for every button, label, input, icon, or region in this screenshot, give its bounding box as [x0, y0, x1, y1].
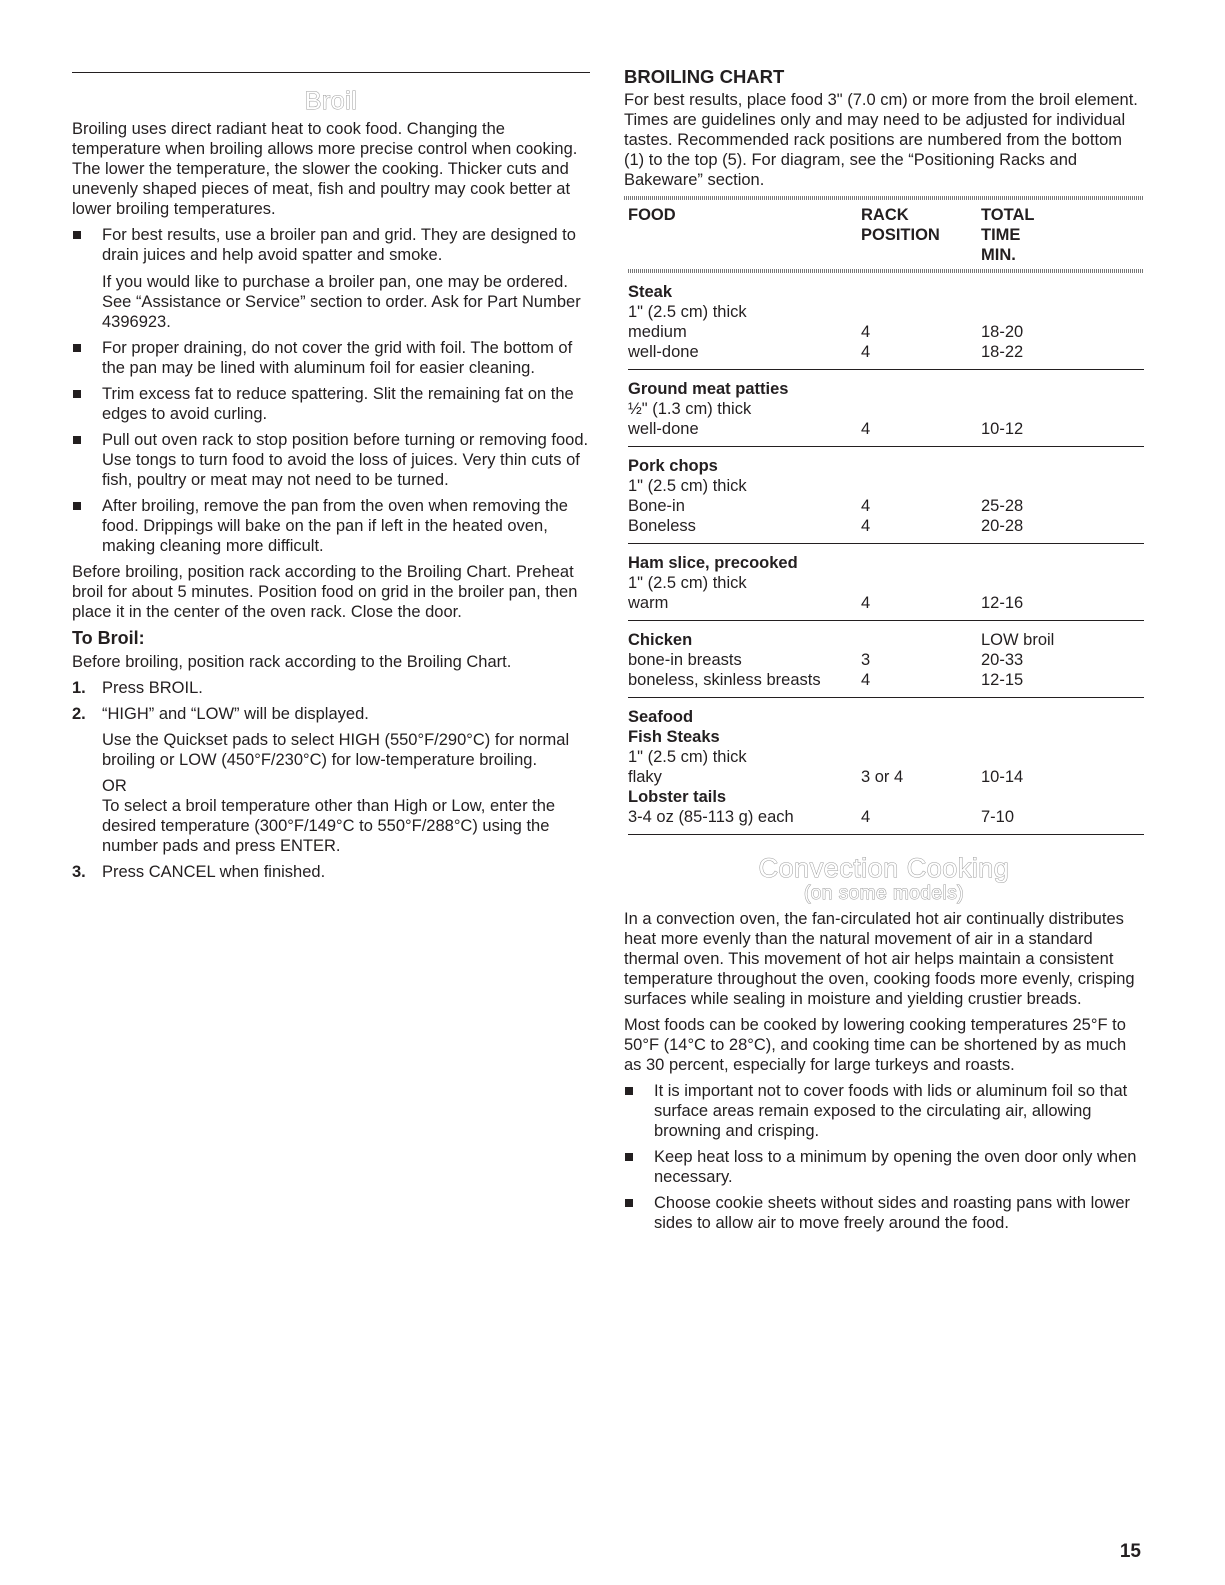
cell-time: 20-28	[981, 516, 1144, 544]
cell-food: 1" (2.5 cm) thick	[628, 574, 747, 592]
cell-time: 12-15	[981, 670, 1144, 698]
cell-time	[981, 573, 1144, 593]
table-row	[628, 322, 1144, 342]
cell-rack	[861, 621, 981, 651]
convection-bullets	[624, 1081, 1144, 1233]
cell-rack: 3	[861, 651, 871, 669]
cell-food: Fish Steaks	[628, 728, 720, 746]
table-row	[628, 670, 1144, 698]
square-bullet-icon	[73, 436, 81, 444]
table-row	[628, 419, 1144, 447]
header-food: FOOD	[628, 206, 676, 224]
to-broil-intro: Before broiling, position rack according to the Broiling Chart.	[72, 653, 512, 671]
cell-time	[981, 370, 1144, 400]
table-row	[628, 767, 1144, 787]
chart-group	[628, 698, 1144, 835]
list-item: After broiling, remove the pan from the oven when removing the food. Drippings will bake on the pan if left in the heated oven, making cleaning more difficult.	[72, 496, 590, 556]
cell-time: LOW broil	[981, 631, 1055, 649]
cell-time	[981, 698, 1144, 728]
chart-group	[628, 370, 1144, 447]
cell-food: well-done	[628, 419, 861, 447]
cell-food: Boneless	[628, 516, 861, 544]
chart-intro: For best results, place food 3" (7.0 cm) or more from the broil element. Times are guidelines only and may need to be adjusted for individual tastes. Recommended rack positions are numbered from the bottom (1) to the top (5). For diagram, see the “Positioning Racks and Bakeware” section.	[624, 91, 1138, 189]
broil-section	[72, 72, 590, 888]
broil-steps	[72, 678, 590, 882]
broiling-chart-table	[628, 200, 1144, 835]
cell-time	[981, 447, 1144, 477]
list-item: For proper draining, do not cover the grid with foil. The bottom of the pan may be lined with aluminum foil for easier cleaning.	[72, 338, 590, 378]
broil-title: Broil	[304, 87, 358, 115]
cell-time: 20-33	[981, 651, 1024, 669]
cell-rack: 4	[861, 670, 981, 698]
cell-rack: 4	[861, 419, 981, 447]
table-row	[628, 544, 1144, 574]
cell-food: boneless, skinless breasts	[628, 670, 861, 698]
table-row	[628, 787, 1144, 807]
list-item: Choose cookie sheets without sides and roasting pans with lower sides to allow air to move freely around the food.	[624, 1193, 1144, 1233]
square-bullet-icon	[625, 1087, 633, 1095]
square-bullet-icon	[73, 502, 81, 510]
cell-rack	[861, 787, 981, 807]
cell-time	[981, 302, 1144, 322]
header-time: TOTAL TIME MIN.	[981, 206, 1035, 264]
cell-food: ½" (1.3 cm) thick	[628, 400, 752, 418]
square-bullet-icon	[73, 344, 81, 352]
cell-time	[981, 476, 1144, 496]
cell-food: Ground meat patties	[628, 380, 789, 398]
cell-rack	[861, 447, 981, 477]
cell-rack	[861, 727, 981, 747]
cell-rack	[861, 573, 981, 593]
list-item: Keep heat loss to a minimum by opening the oven door only when necessary.	[624, 1147, 1144, 1187]
cell-food: flaky	[628, 768, 662, 786]
cell-rack	[861, 544, 981, 574]
step-2: 2. “HIGH” and “LOW” will be displayed. Use the Quickset pads to select HIGH (550°F/290°C) for normal broiling or LOW (450°F/230°C) for low-temperature broiling. OR To select a broil temperature other than High or Low, enter the desired temperature (300°F/149°C to 550°F/288°C) using the number pads and press ENTER.	[72, 705, 570, 855]
list-item: Pull out oven rack to stop position before turning or removing food. Use tongs to turn food to avoid the loss of juices. Very thin cuts of fish, poultry or meat may not need to be turned.	[72, 430, 590, 490]
cell-time: 25-28	[981, 497, 1024, 515]
cell-rack: 4	[861, 497, 871, 515]
top-rule	[72, 72, 590, 73]
cell-food: Lobster tails	[628, 788, 727, 806]
list-item: For best results, use a broiler pan and grid. They are designed to drain juices and help avoid spatter and smoke. If you would like to purchase a broiler pan, one may be ordered. See “Assistance or Service” section to order. Ask for Part Number 4396923.	[72, 225, 590, 332]
table-row	[628, 476, 1144, 496]
cell-food: 3-4 oz (85-113 g) each	[628, 807, 861, 835]
page-number: 15	[1119, 1541, 1141, 1562]
cell-time	[981, 544, 1144, 574]
to-broil-heading: To Broil:	[72, 628, 145, 648]
list-item: It is important not to cover foods with lids or aluminum foil so that surface areas remain exposed to the circulating air, allowing browning and crisping.	[624, 1081, 1144, 1141]
table-row	[628, 621, 1144, 651]
table-row	[628, 273, 1144, 302]
cell-food: Bone-in	[628, 497, 685, 515]
cell-time: 12-16	[981, 593, 1144, 621]
chart-group	[628, 544, 1144, 621]
table-row	[628, 370, 1144, 400]
cell-food: Ham slice, precooked	[628, 554, 798, 572]
cell-food: 1" (2.5 cm) thick	[628, 303, 747, 321]
cell-rack	[861, 399, 981, 419]
cell-food: medium	[628, 323, 687, 341]
cell-time	[981, 747, 1144, 767]
chart-group	[628, 621, 1144, 698]
square-bullet-icon	[73, 390, 81, 398]
chart-title: BROILING CHART	[624, 66, 785, 87]
table-row	[628, 807, 1144, 835]
cell-rack: 4	[861, 323, 871, 341]
cell-food: Steak	[628, 283, 673, 301]
cell-food: 1" (2.5 cm) thick	[628, 477, 747, 495]
list-item: Trim excess fat to reduce spattering. Slit the remaining fat on the edges to avoid curling.	[72, 384, 590, 424]
header-rack: RACK POSITION	[861, 206, 940, 244]
chart-group	[628, 447, 1144, 544]
broil-intro: Broiling uses direct radiant heat to cook food. Changing the temperature when broiling allows more precise control when cooking. The lower the temperature, the slower the cooking. Thicker cuts and unevenly shaped pieces of meat, fish and poultry may cook better at lower broiling temperatures.	[72, 120, 578, 218]
cell-time	[981, 273, 1144, 302]
cell-food: warm	[628, 593, 861, 621]
cell-time	[981, 727, 1144, 747]
cell-time: 10-14	[981, 768, 1024, 786]
chart-group	[628, 273, 1144, 370]
cell-time: 18-20	[981, 323, 1024, 341]
cell-rack: 4	[861, 807, 981, 835]
broil-before: Before broiling, position rack according to the Broiling Chart. Preheat broil for about 5 minutes. Position food on grid in the broiler pan, then place it in the center of the oven rack. Close the door.	[72, 563, 578, 621]
broiling-chart-section	[624, 66, 1144, 1239]
cell-rack: 4	[861, 593, 981, 621]
table-row	[628, 342, 1144, 370]
square-bullet-icon	[73, 231, 81, 239]
cell-food: 1" (2.5 cm) thick	[628, 748, 747, 766]
table-row	[628, 496, 1144, 516]
cell-rack	[861, 370, 981, 400]
cell-food: Pork chops	[628, 457, 718, 475]
cell-rack	[861, 698, 981, 728]
cell-rack	[861, 273, 981, 302]
cell-food: Chicken	[628, 631, 693, 649]
table-row	[628, 302, 1144, 322]
cell-rack: 4	[861, 342, 981, 370]
table-row	[628, 399, 1144, 419]
cell-time: 7-10	[981, 807, 1144, 835]
convection-para-1: In a convection oven, the fan-circulated hot air continually distributes heat more evenly than the natural movement of air in a standard thermal oven. This movement of hot air helps maintain a consistent temperature throughout the oven, cooking foods more evenly, crisping surfaces while sealing in moisture and yielding crustier breads.	[624, 910, 1135, 1008]
convection-para-2: Most foods can be cooked by lowering cooking temperatures 25°F to 50°F (14°C to 28°C), and cooking time can be shortened by as much as 30 percent, especially for large turkeys and roasts.	[624, 1016, 1127, 1074]
step-1: 1. Press BROIL.	[72, 679, 203, 697]
table-row	[628, 447, 1144, 477]
cell-rack: 3 or 4	[861, 768, 904, 786]
table-row	[628, 593, 1144, 621]
cell-rack	[861, 476, 981, 496]
cell-rack	[861, 302, 981, 322]
cell-food: Seafood	[628, 708, 694, 726]
cell-food: bone-in breasts	[628, 651, 742, 669]
cell-time	[981, 399, 1144, 419]
table-row	[628, 727, 1144, 747]
cell-time: 10-12	[981, 419, 1144, 447]
convection-title: Convection Cooking	[758, 853, 1010, 883]
convection-subtitle: (on some models)	[803, 883, 965, 904]
table-header-row	[628, 200, 1144, 269]
table-row	[628, 650, 1144, 670]
cell-rack	[861, 747, 981, 767]
table-row	[628, 747, 1144, 767]
broil-bullets	[72, 225, 590, 556]
step-3: 3. Press CANCEL when finished.	[72, 863, 326, 881]
cell-rack: 4	[861, 516, 981, 544]
cell-time	[981, 787, 1144, 807]
cell-time: 18-22	[981, 342, 1144, 370]
table-row	[628, 516, 1144, 544]
square-bullet-icon	[625, 1153, 633, 1161]
table-row	[628, 698, 1144, 728]
table-row	[628, 573, 1144, 593]
square-bullet-icon	[625, 1199, 633, 1207]
cell-food: well-done	[628, 342, 861, 370]
